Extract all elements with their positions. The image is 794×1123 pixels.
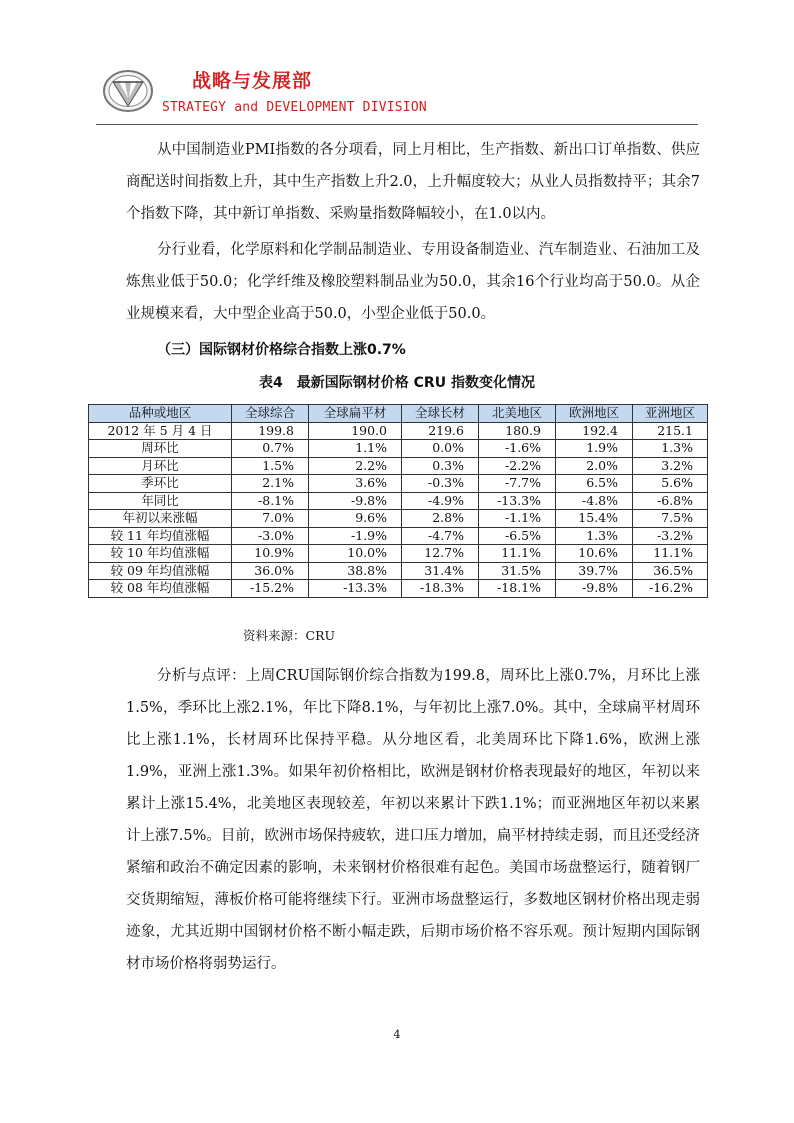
table-cell: 180.9 bbox=[479, 422, 556, 440]
department-name-chinese: 战略与发展部 bbox=[192, 70, 313, 92]
table-cell: -4.9% bbox=[402, 492, 479, 510]
table-cell: 15.4% bbox=[556, 510, 633, 528]
table-cell: 38.8% bbox=[309, 562, 402, 580]
table-cell: 11.1% bbox=[479, 545, 556, 563]
table-cell: 2.2% bbox=[309, 457, 402, 475]
table-cell: 31.5% bbox=[479, 562, 556, 580]
table-cell: 9.6% bbox=[309, 510, 402, 528]
table-cell: 215.1 bbox=[633, 422, 708, 440]
table-source: 资料来源：CRU bbox=[243, 628, 336, 643]
foton-logo-icon bbox=[102, 68, 154, 114]
row-label-cell: 较 09 年均值涨幅 bbox=[89, 562, 232, 580]
table-cell: -3.0% bbox=[232, 527, 309, 545]
table-cell: 1.5% bbox=[232, 457, 309, 475]
section-heading: （三）国际钢材价格综合指数上涨0.7% bbox=[157, 342, 406, 358]
table-cell: -3.2% bbox=[633, 527, 708, 545]
table-cell: 39.7% bbox=[556, 562, 633, 580]
table-row bbox=[89, 475, 708, 493]
table-cell: 0.3% bbox=[402, 457, 479, 475]
table-cell: 192.4 bbox=[556, 422, 633, 440]
table-row bbox=[89, 440, 708, 458]
column-header: 北美地区 bbox=[479, 405, 556, 423]
table-cell: 7.0% bbox=[232, 510, 309, 528]
paragraph-industry-analysis: 分行业看，化学原料和化学制品制造业、专用设备制造业、汽车制造业、石油加工及炼焦业低于50.0；化学纤维及橡胶塑料制品业为50.0，其余16个行业均高于50.0。从企业规模来看，大中型企业高于50.0，小型企业低于50.0。 bbox=[126, 242, 700, 322]
table-cell: 2.1% bbox=[232, 475, 309, 493]
table-cell: 6.5% bbox=[556, 475, 633, 493]
row-label-cell: 年同比 bbox=[89, 492, 232, 510]
table-row bbox=[89, 422, 708, 440]
paragraph-analysis-commentary: 分析与点评：上周CRU国际钢价综合指数为199.8，周环比上涨0.7%，月环比上涨1.5%，季环比上涨2.1%，年比下降8.1%，与年初比上涨7.0%。其中，全球扁平材周环比上涨1.1%，长材周环比保持平稳。从分地区看，北美周环比下降1.6%，欧洲上涨1.9%，亚洲上涨1.3%。如果年初价格相比，欧洲是钢材价格表现最好的地区，年初以来累计上涨15.4%，北美地区表现较差，年初以来累计下跌1.1%；而亚洲地区年初以来累计上涨7.5%。目前，欧洲市场保持疲软，进口压力增加，扁平材持续走弱，而且还受经济紧缩和政治不确定因素的影响，未来钢材价格很难有起色。美国市场盘整运行，随着钢厂交货期缩短，薄板价格可能将继续下行。亚洲市场盘整运行，多数地区钢材价格出现走弱迹象，尤其近期中国钢材价格不断小幅走跌，后期市场价格不容乐观。预计短期内国际钢材市场价格将弱势运行。 bbox=[126, 668, 700, 972]
table-cell: 1.1% bbox=[309, 440, 402, 458]
row-label-cell: 周环比 bbox=[89, 440, 232, 458]
row-label-cell: 月环比 bbox=[89, 457, 232, 475]
table-cell: -9.8% bbox=[556, 580, 633, 598]
table-cell: -1.1% bbox=[479, 510, 556, 528]
table-cell: 3.6% bbox=[309, 475, 402, 493]
table-cell: 190.0 bbox=[309, 422, 402, 440]
page-header bbox=[96, 62, 696, 124]
table-cell: 11.1% bbox=[633, 545, 708, 563]
column-header: 全球长材 bbox=[402, 405, 479, 423]
department-name-english: STRATEGY and DEVELOPMENT DIVISION bbox=[162, 100, 427, 115]
table-cell: 0.0% bbox=[402, 440, 479, 458]
table-cell: 31.4% bbox=[402, 562, 479, 580]
table-row bbox=[89, 510, 708, 528]
table-cell: 199.8 bbox=[232, 422, 309, 440]
table-cell: 2.8% bbox=[402, 510, 479, 528]
table-cell: -1.9% bbox=[309, 527, 402, 545]
table-cell: 0.7% bbox=[232, 440, 309, 458]
table-cell: -7.7% bbox=[479, 475, 556, 493]
table-cell: 10.0% bbox=[309, 545, 402, 563]
row-label-cell: 较 11 年均值涨幅 bbox=[89, 527, 232, 545]
table-cell: 1.9% bbox=[556, 440, 633, 458]
table-row bbox=[89, 457, 708, 475]
table-cell: 2.0% bbox=[556, 457, 633, 475]
table-cell: -8.1% bbox=[232, 492, 309, 510]
table-cell: -9.8% bbox=[309, 492, 402, 510]
table-cell: 7.5% bbox=[633, 510, 708, 528]
table-cell: -18.3% bbox=[402, 580, 479, 598]
table-cell: 3.2% bbox=[633, 457, 708, 475]
table-cell: -18.1% bbox=[479, 580, 556, 598]
table-cell: -4.7% bbox=[402, 527, 479, 545]
column-header: 品种或地区 bbox=[89, 405, 232, 423]
table-cell: 36.5% bbox=[633, 562, 708, 580]
page-number: 4 bbox=[393, 1028, 401, 1041]
table-cell: 1.3% bbox=[633, 440, 708, 458]
table-row bbox=[89, 492, 708, 510]
column-header: 欧洲地区 bbox=[556, 405, 633, 423]
table-cell: -2.2% bbox=[479, 457, 556, 475]
table-cell: -1.6% bbox=[479, 440, 556, 458]
table-row bbox=[89, 580, 708, 598]
table-cell: -13.3% bbox=[479, 492, 556, 510]
table-cell: 10.6% bbox=[556, 545, 633, 563]
table-caption: 表4 最新国际钢材价格 CRU 指数变化情况 bbox=[259, 375, 535, 391]
table-body bbox=[89, 422, 708, 597]
row-label-cell: 较 10 年均值涨幅 bbox=[89, 545, 232, 563]
row-label-cell: 季环比 bbox=[89, 475, 232, 493]
column-header: 全球扁平材 bbox=[309, 405, 402, 423]
row-label-cell: 年初以来涨幅 bbox=[89, 510, 232, 528]
table-cell: 5.6% bbox=[633, 475, 708, 493]
column-header: 亚洲地区 bbox=[633, 405, 708, 423]
table-cell: -6.8% bbox=[633, 492, 708, 510]
table-row bbox=[89, 562, 708, 580]
table-cell: -4.8% bbox=[556, 492, 633, 510]
table-row bbox=[89, 527, 708, 545]
paragraph-pmi-subindices: 从中国制造业PMI指数的各分项看，同上月相比，生产指数、新出口订单指数、供应商配送时间指数上升，其中生产指数上升2.0，上升幅度较大；从业人员指数持平；其余7个指数下降，其中新订单指数、采购量指数降幅较小，在1.0以内。 bbox=[126, 142, 700, 222]
column-header: 全球综合 bbox=[232, 405, 309, 423]
table-cell: 12.7% bbox=[402, 545, 479, 563]
row-label-cell: 2012 年 5 月 4 日 bbox=[89, 422, 232, 440]
table-cell: -6.5% bbox=[479, 527, 556, 545]
row-label-cell: 较 08 年均值涨幅 bbox=[89, 580, 232, 598]
table-cell: -16.2% bbox=[633, 580, 708, 598]
cru-index-table bbox=[88, 404, 708, 598]
table-cell: 10.9% bbox=[232, 545, 309, 563]
header-divider bbox=[96, 124, 698, 125]
table-cell: 1.3% bbox=[556, 527, 633, 545]
table-cell: -13.3% bbox=[309, 580, 402, 598]
table-cell: 219.6 bbox=[402, 422, 479, 440]
table-row bbox=[89, 545, 708, 563]
table-cell: -15.2% bbox=[232, 580, 309, 598]
table-header-row bbox=[89, 405, 708, 423]
table-cell: 36.0% bbox=[232, 562, 309, 580]
table-cell: -0.3% bbox=[402, 475, 479, 493]
